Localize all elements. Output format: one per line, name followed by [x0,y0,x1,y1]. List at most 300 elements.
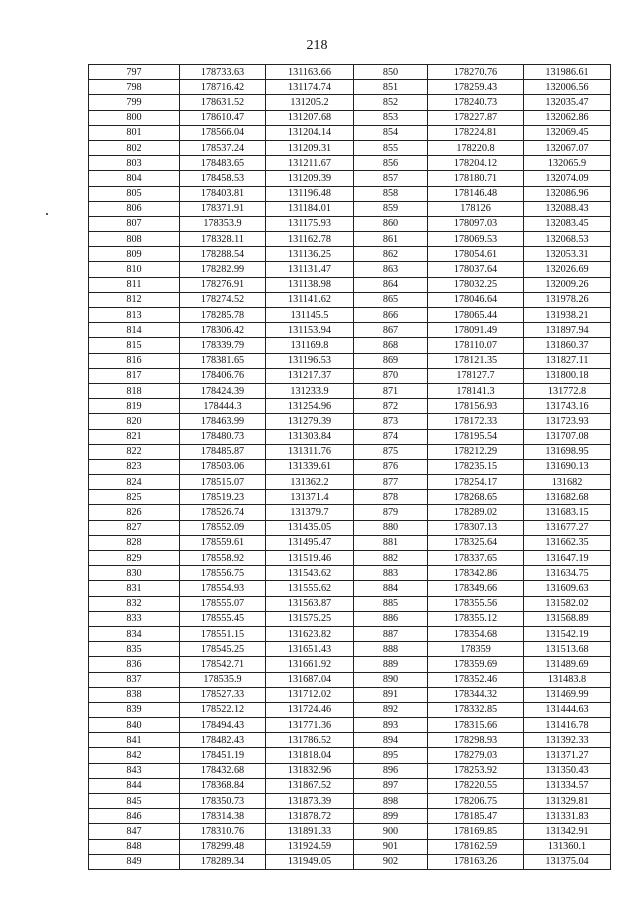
y-coordinate-cell: 131986.61 [524,65,611,80]
y-coordinate-cell: 131623.82 [266,626,354,641]
scan-speck [46,213,48,215]
x-coordinate-cell: 178552.09 [180,520,266,535]
y-coordinate-cell: 131153.94 [266,323,354,338]
y-coordinate-cell: 131867.52 [266,778,354,793]
table-row [89,399,611,414]
x-coordinate-cell: 178339.79 [180,338,266,353]
y-coordinate-cell: 131175.93 [266,216,354,231]
point-number-cell: 886 [354,611,428,626]
table-row [89,475,611,490]
point-number-cell: 838 [89,687,180,702]
y-coordinate-cell: 132009.26 [524,277,611,292]
y-coordinate-cell: 131162.78 [266,232,354,247]
y-coordinate-cell: 132069.45 [524,125,611,140]
table-row [89,657,611,672]
x-coordinate-cell: 178458.53 [180,171,266,186]
point-number-cell: 853 [354,110,428,125]
y-coordinate-cell: 131375.04 [524,854,611,869]
y-coordinate-cell: 131563.87 [266,596,354,611]
y-coordinate-cell: 131542.19 [524,626,611,641]
point-number-cell: 900 [354,824,428,839]
point-number-cell: 874 [354,429,428,444]
y-coordinate-cell: 131682 [524,475,611,490]
x-coordinate-cell: 178097.03 [428,216,524,231]
y-coordinate-cell: 131662.35 [524,535,611,550]
point-number-cell: 892 [354,702,428,717]
x-coordinate-cell: 178463.99 [180,414,266,429]
point-number-cell: 806 [89,201,180,216]
y-coordinate-cell: 131196.53 [266,353,354,368]
point-number-cell: 832 [89,596,180,611]
x-coordinate-cell: 178344.32 [428,687,524,702]
y-coordinate-cell: 131495.47 [266,535,354,550]
y-coordinate-cell: 131196.48 [266,186,354,201]
point-number-cell: 888 [354,642,428,657]
point-number-cell: 829 [89,551,180,566]
y-coordinate-cell: 131818.04 [266,748,354,763]
y-coordinate-cell: 131891.33 [266,824,354,839]
x-coordinate-cell: 178121.35 [428,353,524,368]
point-number-cell: 797 [89,65,180,80]
point-number-cell: 834 [89,626,180,641]
x-coordinate-cell: 178110.07 [428,338,524,353]
x-coordinate-cell: 178494.43 [180,718,266,733]
point-number-cell: 837 [89,672,180,687]
x-coordinate-cell: 178310.76 [180,824,266,839]
y-coordinate-cell: 131743.16 [524,399,611,414]
y-coordinate-cell: 131949.05 [266,854,354,869]
y-coordinate-cell: 131184.01 [266,201,354,216]
point-number-cell: 869 [354,353,428,368]
x-coordinate-cell: 178353.9 [180,216,266,231]
x-coordinate-cell: 178220.8 [428,140,524,155]
y-coordinate-cell: 131832.96 [266,763,354,778]
point-number-cell: 870 [354,368,428,383]
x-coordinate-cell: 178069.53 [428,232,524,247]
y-coordinate-cell: 131204.14 [266,125,354,140]
point-number-cell: 883 [354,566,428,581]
x-coordinate-cell: 178535.9 [180,672,266,687]
table-row [89,247,611,262]
table-row [89,444,611,459]
table-row [89,308,611,323]
page-number: 218 [306,38,328,53]
coordinates-table [88,64,611,870]
point-number-cell: 817 [89,368,180,383]
y-coordinate-cell: 132088.43 [524,201,611,216]
x-coordinate-cell: 178566.04 [180,125,266,140]
y-coordinate-cell: 132006.56 [524,80,611,95]
y-coordinate-cell: 131136.25 [266,247,354,262]
x-coordinate-cell: 178733.63 [180,65,266,80]
x-coordinate-cell: 178480.73 [180,429,266,444]
x-coordinate-cell: 178276.91 [180,277,266,292]
y-coordinate-cell: 132086.96 [524,186,611,201]
point-number-cell: 799 [89,95,180,110]
table-row [89,383,611,398]
y-coordinate-cell: 131331.83 [524,809,611,824]
y-coordinate-cell: 131647.19 [524,551,611,566]
y-coordinate-cell: 131723.93 [524,414,611,429]
y-coordinate-cell: 131938.21 [524,308,611,323]
table-row [89,642,611,657]
point-number-cell: 818 [89,383,180,398]
y-coordinate-cell: 131392.33 [524,733,611,748]
x-coordinate-cell: 178337.65 [428,551,524,566]
y-coordinate-cell: 131683.15 [524,505,611,520]
x-coordinate-cell: 178289.34 [180,854,266,869]
x-coordinate-cell: 178299.48 [180,839,266,854]
point-number-cell: 878 [354,490,428,505]
point-number-cell: 864 [354,277,428,292]
y-coordinate-cell: 131687.04 [266,672,354,687]
point-number-cell: 889 [354,657,428,672]
point-number-cell: 877 [354,475,428,490]
y-coordinate-cell: 131897.94 [524,323,611,338]
y-coordinate-cell: 131342.91 [524,824,611,839]
table-row [89,596,611,611]
point-number-cell: 804 [89,171,180,186]
y-coordinate-cell: 131489.69 [524,657,611,672]
table-row [89,854,611,869]
table-row [89,429,611,444]
y-coordinate-cell: 131772.8 [524,383,611,398]
x-coordinate-cell: 178235.15 [428,459,524,474]
coordinates-table-body [89,65,611,870]
x-coordinate-cell: 178282.99 [180,262,266,277]
point-number-cell: 815 [89,338,180,353]
x-coordinate-cell: 178554.93 [180,581,266,596]
x-coordinate-cell: 178220.55 [428,778,524,793]
point-number-cell: 800 [89,110,180,125]
y-coordinate-cell: 131575.25 [266,611,354,626]
y-coordinate-cell: 131634.75 [524,566,611,581]
x-coordinate-cell: 178371.91 [180,201,266,216]
table-row [89,80,611,95]
y-coordinate-cell: 131924.59 [266,839,354,854]
table-row [89,262,611,277]
point-number-cell: 857 [354,171,428,186]
x-coordinate-cell: 178332.85 [428,702,524,717]
point-number-cell: 814 [89,323,180,338]
point-number-cell: 828 [89,535,180,550]
x-coordinate-cell: 178279.03 [428,748,524,763]
table-row [89,763,611,778]
y-coordinate-cell: 131416.78 [524,718,611,733]
y-coordinate-cell: 131878.72 [266,809,354,824]
x-coordinate-cell: 178515.07 [180,475,266,490]
x-coordinate-cell: 178537.24 [180,140,266,155]
y-coordinate-cell: 131682.68 [524,490,611,505]
point-number-cell: 823 [89,459,180,474]
table-row [89,323,611,338]
point-number-cell: 850 [354,65,428,80]
x-coordinate-cell: 178307.13 [428,520,524,535]
point-number-cell: 803 [89,156,180,171]
table-row [89,702,611,717]
point-number-cell: 895 [354,748,428,763]
y-coordinate-cell: 131379.7 [266,505,354,520]
y-coordinate-cell: 132067.07 [524,140,611,155]
x-coordinate-cell: 178527.33 [180,687,266,702]
x-coordinate-cell: 178240.73 [428,95,524,110]
point-number-cell: 881 [354,535,428,550]
point-number-cell: 810 [89,262,180,277]
point-number-cell: 840 [89,718,180,733]
x-coordinate-cell: 178172.33 [428,414,524,429]
x-coordinate-cell: 178444.3 [180,399,266,414]
x-coordinate-cell: 178354.68 [428,626,524,641]
point-number-cell: 872 [354,399,428,414]
point-number-cell: 876 [354,459,428,474]
point-number-cell: 845 [89,794,180,809]
table-row [89,566,611,581]
x-coordinate-cell: 178519.23 [180,490,266,505]
x-coordinate-cell: 178091.49 [428,323,524,338]
point-number-cell: 846 [89,809,180,824]
x-coordinate-cell: 178406.76 [180,368,266,383]
table-row [89,414,611,429]
table-row [89,672,611,687]
y-coordinate-cell: 131677.27 [524,520,611,535]
y-coordinate-cell: 131555.62 [266,581,354,596]
y-coordinate-cell: 131329.81 [524,794,611,809]
x-coordinate-cell: 178485.87 [180,444,266,459]
point-number-cell: 813 [89,308,180,323]
point-number-cell: 822 [89,444,180,459]
y-coordinate-cell: 131205.2 [266,95,354,110]
x-coordinate-cell: 178368.84 [180,778,266,793]
point-number-cell: 809 [89,247,180,262]
y-coordinate-cell: 131211.67 [266,156,354,171]
y-coordinate-cell: 131513.68 [524,642,611,657]
point-number-cell: 862 [354,247,428,262]
x-coordinate-cell: 178558.92 [180,551,266,566]
y-coordinate-cell: 131469.99 [524,687,611,702]
table-row [89,232,611,247]
y-coordinate-cell: 131145.5 [266,308,354,323]
y-coordinate-cell: 131860.37 [524,338,611,353]
x-coordinate-cell: 178359 [428,642,524,657]
y-coordinate-cell: 131311.76 [266,444,354,459]
y-coordinate-cell: 132068.53 [524,232,611,247]
x-coordinate-cell: 178163.26 [428,854,524,869]
x-coordinate-cell: 178254.17 [428,475,524,490]
table-row [89,201,611,216]
table-row [89,581,611,596]
x-coordinate-cell: 178306.42 [180,323,266,338]
x-coordinate-cell: 178180.71 [428,171,524,186]
table-row [89,733,611,748]
point-number-cell: 825 [89,490,180,505]
x-coordinate-cell: 178355.12 [428,611,524,626]
y-coordinate-cell: 131800.18 [524,368,611,383]
point-number-cell: 841 [89,733,180,748]
y-coordinate-cell: 131339.61 [266,459,354,474]
point-number-cell: 827 [89,520,180,535]
x-coordinate-cell: 178298.93 [428,733,524,748]
table-row [89,718,611,733]
y-coordinate-cell: 131519.46 [266,551,354,566]
x-coordinate-cell: 178253.92 [428,763,524,778]
point-number-cell: 849 [89,854,180,869]
x-coordinate-cell: 178288.54 [180,247,266,262]
point-number-cell: 898 [354,794,428,809]
point-number-cell: 826 [89,505,180,520]
x-coordinate-cell: 178270.76 [428,65,524,80]
table-row [89,520,611,535]
point-number-cell: 865 [354,292,428,307]
y-coordinate-cell: 132026.69 [524,262,611,277]
point-number-cell: 884 [354,581,428,596]
x-coordinate-cell: 178559.61 [180,535,266,550]
x-coordinate-cell: 178526.74 [180,505,266,520]
x-coordinate-cell: 178349.66 [428,581,524,596]
x-coordinate-cell: 178555.45 [180,611,266,626]
x-coordinate-cell: 178503.06 [180,459,266,474]
y-coordinate-cell: 131873.39 [266,794,354,809]
y-coordinate-cell: 131334.57 [524,778,611,793]
point-number-cell: 871 [354,383,428,398]
point-number-cell: 824 [89,475,180,490]
point-number-cell: 887 [354,626,428,641]
table-row [89,353,611,368]
point-number-cell: 831 [89,581,180,596]
point-number-cell: 873 [354,414,428,429]
table-row [89,156,611,171]
x-coordinate-cell: 178631.52 [180,95,266,110]
point-number-cell: 899 [354,809,428,824]
x-coordinate-cell: 178483.65 [180,156,266,171]
y-coordinate-cell: 131609.63 [524,581,611,596]
point-number-cell: 901 [354,839,428,854]
point-number-cell: 811 [89,277,180,292]
x-coordinate-cell: 178451.19 [180,748,266,763]
x-coordinate-cell: 178432.68 [180,763,266,778]
y-coordinate-cell: 131138.98 [266,277,354,292]
table-row [89,626,611,641]
x-coordinate-cell: 178227.87 [428,110,524,125]
y-coordinate-cell: 131279.39 [266,414,354,429]
y-coordinate-cell: 131163.66 [266,65,354,80]
point-number-cell: 860 [354,216,428,231]
point-number-cell: 875 [354,444,428,459]
point-number-cell: 858 [354,186,428,201]
x-coordinate-cell: 178169.85 [428,824,524,839]
x-coordinate-cell: 178545.25 [180,642,266,657]
y-coordinate-cell: 131131.47 [266,262,354,277]
x-coordinate-cell: 178206.75 [428,794,524,809]
x-coordinate-cell: 178315.66 [428,718,524,733]
table-row [89,824,611,839]
x-coordinate-cell: 178342.86 [428,566,524,581]
y-coordinate-cell: 131827.11 [524,353,611,368]
x-coordinate-cell: 178259.43 [428,80,524,95]
x-coordinate-cell: 178212.29 [428,444,524,459]
table-row [89,186,611,201]
point-number-cell: 836 [89,657,180,672]
table-row [89,611,611,626]
x-coordinate-cell: 178350.73 [180,794,266,809]
y-coordinate-cell: 131707.08 [524,429,611,444]
x-coordinate-cell: 178274.52 [180,292,266,307]
point-number-cell: 866 [354,308,428,323]
y-coordinate-cell: 131582.02 [524,596,611,611]
x-coordinate-cell: 178162.59 [428,839,524,854]
point-number-cell: 835 [89,642,180,657]
table-row [89,292,611,307]
y-coordinate-cell: 131690.13 [524,459,611,474]
table-row [89,171,611,186]
x-coordinate-cell: 178046.64 [428,292,524,307]
y-coordinate-cell: 131350.43 [524,763,611,778]
point-number-cell: 852 [354,95,428,110]
table-row [89,338,611,353]
table-row [89,490,611,505]
point-number-cell: 855 [354,140,428,155]
x-coordinate-cell: 178352.46 [428,672,524,687]
table-row [89,535,611,550]
point-number-cell: 807 [89,216,180,231]
table-row [89,140,611,155]
table-row [89,505,611,520]
x-coordinate-cell: 178285.78 [180,308,266,323]
point-number-cell: 830 [89,566,180,581]
point-number-cell: 893 [354,718,428,733]
table-row [89,687,611,702]
point-number-cell: 847 [89,824,180,839]
point-number-cell: 839 [89,702,180,717]
x-coordinate-cell: 178141.3 [428,383,524,398]
point-number-cell: 867 [354,323,428,338]
table-row [89,216,611,231]
table-row [89,95,611,110]
point-number-cell: 885 [354,596,428,611]
x-coordinate-cell: 178328.11 [180,232,266,247]
x-coordinate-cell: 178403.81 [180,186,266,201]
point-number-cell: 890 [354,672,428,687]
point-number-cell: 812 [89,292,180,307]
point-number-cell: 854 [354,125,428,140]
table-row [89,110,611,125]
x-coordinate-cell: 178424.39 [180,383,266,398]
y-coordinate-cell: 132074.09 [524,171,611,186]
x-coordinate-cell: 178551.15 [180,626,266,641]
table-row [89,809,611,824]
y-coordinate-cell: 131978.26 [524,292,611,307]
x-coordinate-cell: 178126 [428,201,524,216]
point-number-cell: 805 [89,186,180,201]
point-number-cell: 802 [89,140,180,155]
x-coordinate-cell: 178127.7 [428,368,524,383]
x-coordinate-cell: 178054.61 [428,247,524,262]
x-coordinate-cell: 178522.12 [180,702,266,717]
y-coordinate-cell: 132053.31 [524,247,611,262]
point-number-cell: 894 [354,733,428,748]
table-row [89,65,611,80]
y-coordinate-cell: 131371.4 [266,490,354,505]
point-number-cell: 891 [354,687,428,702]
y-coordinate-cell: 131169.8 [266,338,354,353]
x-coordinate-cell: 178314.38 [180,809,266,824]
point-number-cell: 897 [354,778,428,793]
x-coordinate-cell: 178268.65 [428,490,524,505]
x-coordinate-cell: 178325.64 [428,535,524,550]
point-number-cell: 879 [354,505,428,520]
point-number-cell: 816 [89,353,180,368]
x-coordinate-cell: 178065.44 [428,308,524,323]
x-coordinate-cell: 178032.25 [428,277,524,292]
